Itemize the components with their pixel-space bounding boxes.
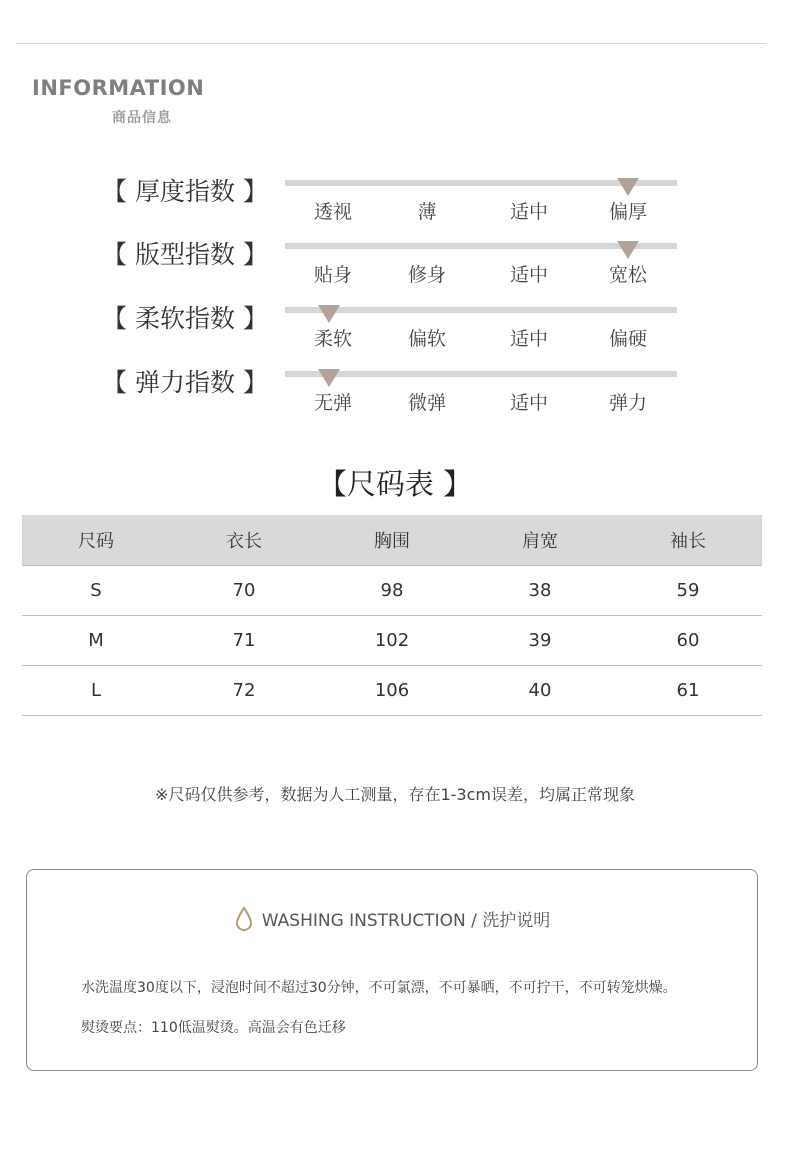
washing-line: 水洗温度30度以下，浸泡时间不超过30分钟，不可氯漂，不可暴晒，不可拧干，不可转笼烘燥。 bbox=[81, 980, 677, 996]
index-option: 弹力 bbox=[608, 392, 648, 414]
size-note: ※尺码仅供参考，数据为人工测量，存在1-3cm误差，均属正常现象 bbox=[155, 785, 635, 804]
size-table-header-cell: 衣长 bbox=[170, 515, 318, 566]
table-row bbox=[22, 566, 762, 616]
index-option: 偏厚 bbox=[608, 201, 648, 223]
index-option: 适中 bbox=[509, 392, 549, 414]
table-cell: 38 bbox=[466, 566, 614, 616]
table-cell: L bbox=[22, 666, 170, 716]
index-option: 透视 bbox=[313, 201, 353, 223]
table-cell: S bbox=[22, 566, 170, 616]
index-option: 偏软 bbox=[407, 328, 447, 350]
size-table-header-cell: 肩宽 bbox=[466, 515, 614, 566]
table-cell: 59 bbox=[614, 566, 762, 616]
index-label: 【 柔软指数 】 bbox=[102, 304, 268, 333]
index-option: 无弹 bbox=[313, 392, 353, 414]
index-option: 贴身 bbox=[313, 264, 353, 286]
index-marker-icon bbox=[318, 305, 340, 323]
table-cell: 71 bbox=[170, 616, 318, 666]
index-option: 柔软 bbox=[313, 328, 353, 350]
water-drop-icon bbox=[234, 911, 262, 931]
size-table bbox=[22, 515, 762, 716]
washing-line: 熨烫要点：110低温熨烫。高温会有色迁移 bbox=[81, 1020, 346, 1036]
section-subtitle: 商品信息 bbox=[112, 110, 172, 126]
index-marker-icon bbox=[318, 369, 340, 387]
section-title: INFORMATION bbox=[32, 76, 205, 100]
index-option: 薄 bbox=[417, 201, 437, 223]
index-option: 宽松 bbox=[608, 264, 648, 286]
table-cell: 61 bbox=[614, 666, 762, 716]
index-label: 【 版型指数 】 bbox=[102, 240, 268, 269]
table-cell: 70 bbox=[170, 566, 318, 616]
table-cell: 102 bbox=[318, 616, 466, 666]
index-option: 偏硬 bbox=[608, 328, 648, 350]
table-cell: M bbox=[22, 616, 170, 666]
table-cell: 39 bbox=[466, 616, 614, 666]
size-table-header-cell: 胸围 bbox=[318, 515, 466, 566]
index-option: 适中 bbox=[509, 264, 549, 286]
index-row bbox=[0, 177, 790, 236]
index-option: 修身 bbox=[407, 264, 447, 286]
top-divider bbox=[16, 43, 766, 44]
index-label: 【 厚度指数 】 bbox=[102, 177, 268, 206]
index-row bbox=[0, 304, 790, 363]
index-scale-bar bbox=[285, 307, 677, 313]
table-cell: 40 bbox=[466, 666, 614, 716]
table-row bbox=[22, 616, 762, 666]
index-marker-icon bbox=[617, 178, 639, 196]
size-table-header bbox=[22, 515, 762, 566]
table-row bbox=[22, 666, 762, 716]
table-cell: 72 bbox=[170, 666, 318, 716]
index-row bbox=[0, 368, 790, 427]
washing-instruction-box bbox=[26, 869, 758, 1071]
index-scale-bar bbox=[285, 371, 677, 377]
table-cell: 60 bbox=[614, 616, 762, 666]
index-row bbox=[0, 240, 790, 299]
washing-header bbox=[27, 906, 757, 932]
table-cell: 106 bbox=[318, 666, 466, 716]
index-marker-icon bbox=[617, 241, 639, 259]
size-table-header-cell: 袖长 bbox=[614, 515, 762, 566]
index-option: 适中 bbox=[509, 201, 549, 223]
index-label: 【 弹力指数 】 bbox=[102, 368, 268, 397]
size-chart-title: 【尺码表 】 bbox=[317, 467, 473, 501]
table-cell: 98 bbox=[318, 566, 466, 616]
size-table-header-cell: 尺码 bbox=[22, 515, 170, 566]
index-option: 微弹 bbox=[407, 392, 447, 414]
index-option: 适中 bbox=[509, 328, 549, 350]
washing-title: WASHING INSTRUCTION / 洗护说明 bbox=[261, 911, 551, 931]
